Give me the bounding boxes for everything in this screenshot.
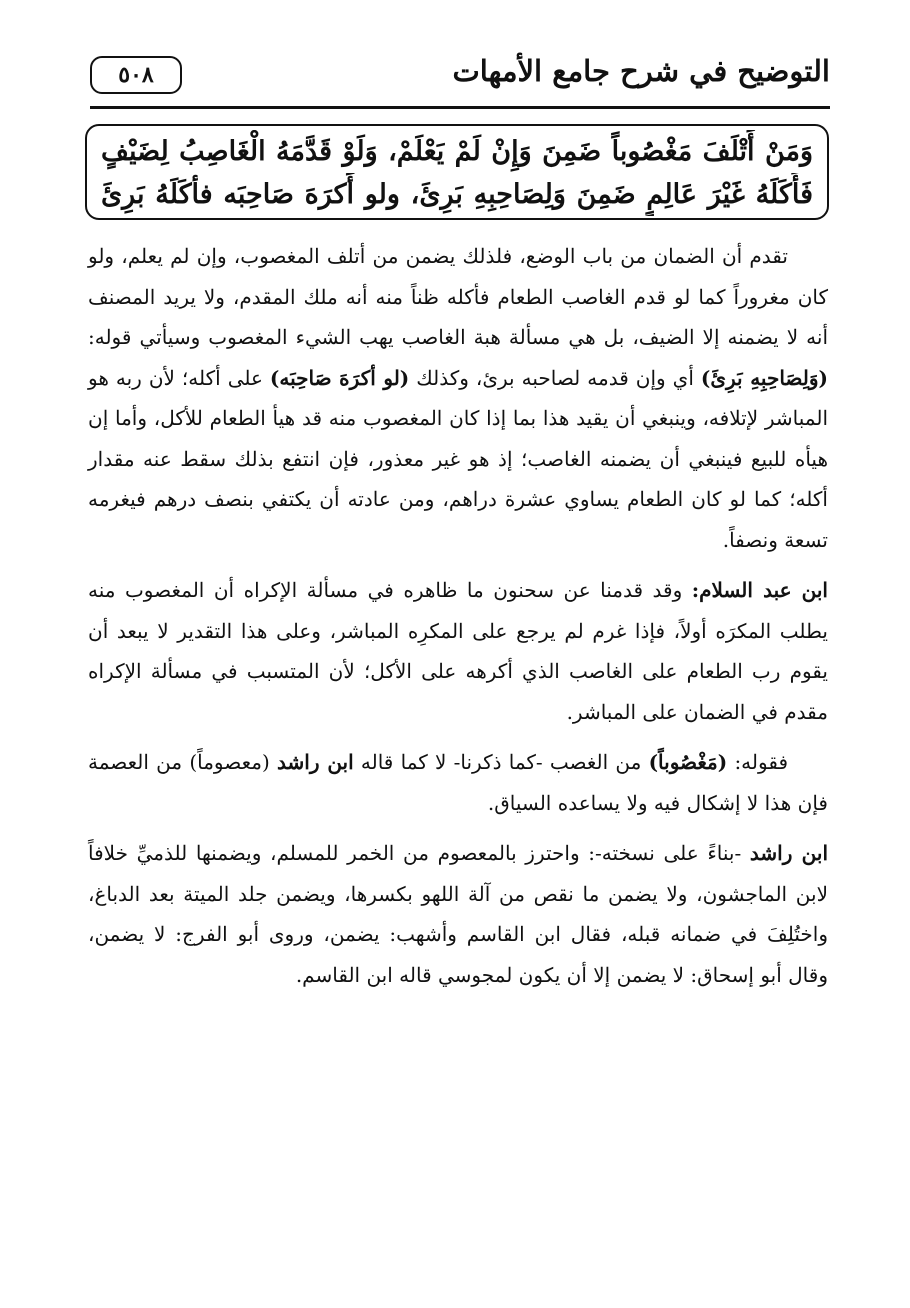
paragraph-3-text-2: من الغصب -كما ذكرنا- لا كما قاله xyxy=(353,750,649,774)
matn-line-1: وَمَنْ أَتْلَفَ مَغْصُوباً ضَمِنَ وَإِنْ لَمْ يَعْلَمْ، وَلَوْ قَدَّمَهُ الْغَاصِبُ لِضَيْفٍ xyxy=(101,136,813,167)
quote-maghsuban: (مَغْصُوباً) xyxy=(648,750,728,774)
scholar-name-ibn-rashid-2: ابن راشد xyxy=(749,841,829,865)
quote-walisahibihi: (وَلِصَاحِبِهِ بَرِئَ) xyxy=(700,365,828,390)
paragraph-3 xyxy=(88,742,828,823)
paragraph-1 xyxy=(88,236,828,560)
paragraph-3-text-3: (معصوماً) من العصمة فإن هذا لا إشكال فيه ولا يساعده السياق. xyxy=(88,750,828,815)
scholar-name-ibn-abd-alsalam: ابن عبد السلام: xyxy=(691,578,828,602)
paragraph-2-text-1: وقد قدمنا عن سحنون ما ظاهره في مسألة الإكراه أن المغصوب منه يطلب المكرَه أولاً، فإذا غرم لم يرجع على المكرِه المباشر، وعلى هذا التقدير لا يبعد أن يقوم رب الطعام على الغاصب الذي أكرهه على الأكل؛ لأن المتسبب في مسألة الإكراه مقدم في الضمان على المباشر. xyxy=(88,578,828,724)
scholar-name-ibn-rashid: ابن راشد xyxy=(277,750,354,774)
page-header xyxy=(90,50,830,109)
page-number: ٥٠٨ xyxy=(90,56,182,94)
paragraph-1-text-3: على أكله؛ لأن ربه هو المباشر لإتلافه، وينبغي أن يقيد هذا بما إذا كان المغصوب منه قد هيأ الطعام للأكل، وأما إن هيأه للبيع فينبغي أن يضمنه الغاصب؛ إذ هو غير معذور، فإن انتفع بذلك سقط عنه مقدار أكله؛ كما لو كان الطعام يساوي عشرة دراهم، ومن عادته أن يكتفي بنصف درهم فيغرمه تسعة ونصفاً. xyxy=(88,365,828,552)
paragraph-2 xyxy=(88,570,828,732)
paragraph-1-text-1: تقدم أن الضمان من باب الوضع، فلذلك يضمن من أتلف المغصوب، وإن لم يعلم، ولو كان مغروراً كما لو قدم الغاصب الطعام فأكله ظناً منه أنه ملك المقدم، ولا يريد المصنف أنه لا يضمنه إلا الضيف، بل هي مسألة هبة الغاصب يهب الشيء المغصوب وسيأتي قوله: xyxy=(88,244,828,349)
running-title: التوضيح في شرح جامع الأمهات xyxy=(452,54,830,88)
paragraph-4 xyxy=(88,833,828,995)
matn-box xyxy=(85,124,829,220)
paragraph-1-text-2: أي وإن قدمه لصاحبه برئ، وكذلك xyxy=(409,365,701,390)
paragraph-3-text-1: فقوله: xyxy=(727,750,789,774)
quote-law-akraha: (لو أكرَهَ صَاحِبَه) xyxy=(269,365,410,390)
paragraph-4-text-1: -بناءً على نسخته-: واحترز بالمعصوم من الخمر للمسلم، ويضمنها للذميِّ خلافاً لابن الماجشون، ولا يضمن ما نقص من آلة اللهو بكسرها، ويضمن جلد الميتة بعد الدباغ، واختُلِفَ في ضمانه قبله، فقال ابن القاسم وأشهب: يضمن، وروى أبو الفرج: لا يضمن، وقال أبو إسحاق: لا يضمن إلا أن يكون لمجوسي قاله ابن القاسم. xyxy=(88,841,828,987)
matn-line-2: فَأَكَلَهُ غَيْرَ عَالِمٍ ضَمِنَ وَلِصَاحِبِهِ بَرِئَ، ولو أَكرَهَ صَاحِبَه فأكَلَهُ بَرِئَ xyxy=(101,179,813,210)
commentary-body xyxy=(88,236,828,1005)
